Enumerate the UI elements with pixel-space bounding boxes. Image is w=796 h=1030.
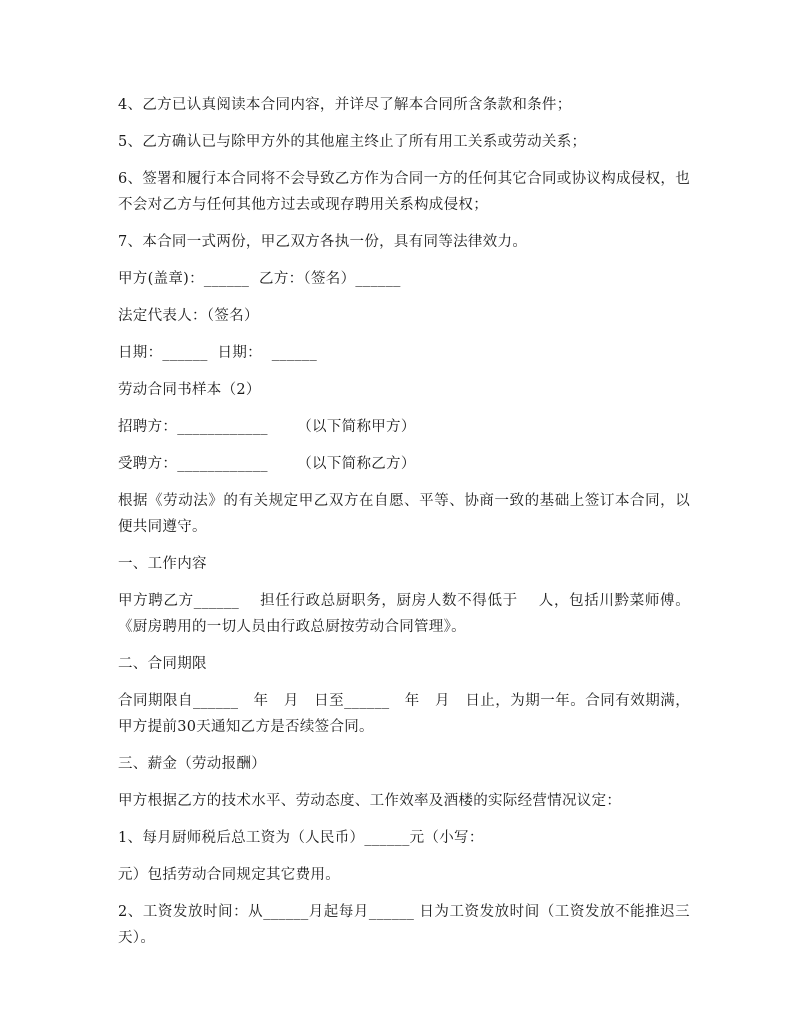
clause-5: 5、乙方确认已与除甲方外的其他雇主终止了所有用工关系或劳动关系；: [118, 134, 587, 150]
signature-dates: 日期：______ 日期： ______: [118, 345, 318, 361]
work-content: 甲方聘乙方______ 担任行政总厨职务，厨房人数不得低于 人，包括川黔菜师傅。《厨房聘用的一切人员由行政总厨按劳动合同管理》。: [118, 593, 690, 635]
clause-7: 7、本合同一式两份，甲乙双方各执一份，具有同等法律效力。: [118, 234, 528, 250]
employer-line: 招聘方：____________ （以下简称甲方）: [118, 419, 416, 435]
clause-4: 4、乙方已认真阅读本合同内容，并详尽了解本合同所含条款和条件；: [118, 97, 572, 113]
preamble: 根据《劳动法》的有关规定甲乙双方在自愿、平等、协商一致的基础上签订本合同，以便共同遵守。: [118, 493, 690, 535]
signature-parties: 甲方(盖章)：______ 乙方：（签名）______: [118, 271, 401, 287]
contract-term: 合同期限自______ 年 月 日至______ 年 月 日止，为期一年。合同有效期满，甲方提前30天通知乙方是否续签合同。: [118, 693, 690, 735]
salary-basis: 甲方根据乙方的技术水平、劳动态度、工作效率及酒楼的实际经营情况议定：: [118, 793, 622, 809]
employee-line: 受聘方：____________ （以下简称乙方）: [118, 456, 416, 472]
section-heading-term: 二、合同期限: [118, 656, 207, 672]
clause-6: 6、签署和履行本合同将不会导致乙方作为合同一方的任何其它合同或协议构成侵权，也不会对乙方与任何其他方过去或现存聘用关系构成侵权；: [118, 171, 690, 213]
salary-clause-2: 2、工资发放时间：从______月起每月______ 日为工资发放时间（工资发放不能推迟三天）。: [118, 904, 690, 946]
section-heading-salary: 三、薪金（劳动报酬）: [118, 756, 266, 772]
section-heading-work: 一、工作内容: [118, 556, 207, 572]
legal-representative: 法定代表人：（签名）: [118, 308, 259, 324]
salary-clause-1: 1、每月厨师税后总工资为（人民币）______元（小写：: [118, 830, 484, 846]
salary-clause-1-cont: 元）包括劳动合同规定其它费用。: [118, 867, 340, 883]
sample-title: 劳动合同书样本（2）: [118, 382, 261, 398]
document-page: [118, 92, 690, 962]
